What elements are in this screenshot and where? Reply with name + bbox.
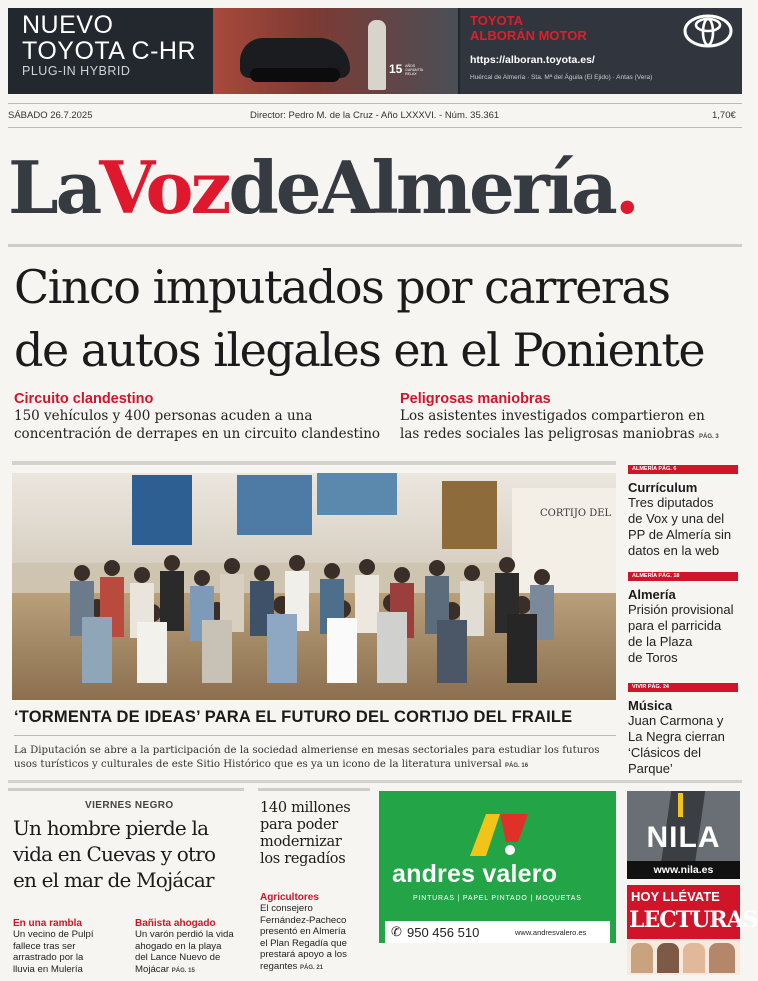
bottom-mid-sub[interactable]: Agricultores El consejero Fernández-Pacheco presentó en Almería el Plan Regadía que prestará apoyo a los regantes PÁG. 21 bbox=[260, 892, 347, 972]
masthead-rule bbox=[8, 244, 742, 247]
issue-price: 1,70€ bbox=[712, 110, 736, 121]
masthead-dot: . bbox=[614, 145, 637, 230]
masthead-de: de bbox=[228, 145, 319, 230]
toyota-logo-icon bbox=[683, 14, 733, 48]
lead-left-block[interactable] bbox=[14, 391, 384, 443]
bottom-mid-headline[interactable]: 140 millones para poder modernizar los regadíos bbox=[260, 800, 351, 867]
andres-valero-footer bbox=[385, 921, 610, 943]
masthead[interactable] bbox=[8, 140, 742, 236]
masthead-voz: Voz bbox=[99, 145, 229, 230]
car-image bbox=[240, 38, 350, 78]
lead-right-page: PÁG. 3 bbox=[699, 434, 719, 440]
info-rule bbox=[8, 127, 742, 128]
photo-banner: CORTIJO DEL bbox=[512, 488, 616, 598]
phone-icon: ✆ bbox=[391, 924, 402, 939]
lecturas-line1: HOY LLÉVATE bbox=[631, 889, 720, 904]
bottom-left-sub2[interactable]: Bañista ahogado Un varón perdió la vida ahogado en la playa del Lance Nuevo de Mojácar PÁG. 15 bbox=[135, 918, 234, 975]
lecturas-face-1 bbox=[631, 943, 653, 973]
nila-web[interactable]: www.nila.es bbox=[627, 861, 740, 879]
sidebar-head: Almería bbox=[628, 587, 676, 602]
ad-line2: TOYOTA C-HR bbox=[22, 37, 197, 65]
sidebar-item-musica[interactable]: VIVIR PÁG. 24 Música Juan Carmona y La Negra cierran ‘Clásicos del Parque’ bbox=[628, 683, 740, 777]
andres-valero-services: PINTURAS | PAPEL PINTADO | MOQUETAS bbox=[413, 895, 582, 902]
lecturas-face-3 bbox=[683, 943, 705, 973]
bottom-left-headline[interactable]: Un hombre pierde la vida en Cuevas y otro en el mar de Mojácar bbox=[13, 816, 216, 892]
lead-left-text-2: concentración de derrapes en un circuito clandestino bbox=[14, 426, 381, 442]
ad-line1: NUEVO bbox=[22, 11, 114, 39]
lecturas-line2: LECTURAS bbox=[629, 907, 758, 933]
photo-story-rule bbox=[14, 735, 616, 736]
andres-valero-phone[interactable]: 950 456 510 bbox=[407, 925, 480, 940]
group-photo[interactable] bbox=[12, 473, 616, 700]
dealer-locations: Huércal de Almería · Sta. Mª del Águila (El Ejido) · Antas (Vera) bbox=[470, 74, 653, 81]
photo-poster-2 bbox=[237, 475, 312, 535]
ad-subline: PLUG-IN HYBRID bbox=[22, 64, 131, 78]
nila-road-line bbox=[678, 793, 683, 817]
top-rule bbox=[8, 103, 742, 104]
masthead-la: La bbox=[8, 145, 100, 230]
lead-right-text-1: Los asistentes investigados compartieron en bbox=[400, 408, 705, 424]
sidebar-item-curriculum[interactable]: ALMERÍA PÁG. 6 Currículum Tres diputados de Vox y una del PP de Almería sin datos en la web bbox=[628, 465, 740, 559]
masthead-almeria: Almería bbox=[318, 145, 615, 230]
andres-valero-logo-icon bbox=[466, 812, 532, 858]
sidebar-head: Música bbox=[628, 698, 673, 713]
warranty-badge: 15 AÑOS GARANTÍA RELAX bbox=[389, 62, 424, 77]
photo-top-rule bbox=[12, 461, 616, 465]
issue-director: Director: Pedro M. de la Cruz - Año LXXXVI. - Núm. 35.361 bbox=[250, 110, 500, 121]
lead-right-kicker: Peligrosas maniobras bbox=[400, 391, 551, 407]
ad-headline bbox=[22, 12, 196, 64]
lead-right-text-2: las redes sociales las peligrosas maniobras bbox=[400, 426, 695, 442]
bottom-left-kicker: VIERNES NEGRO bbox=[85, 800, 174, 811]
bottom-left-sub1[interactable]: En una rambla Un vecino de Pulpí fallece tras ser arrastrado por la lluvia en Mulería bbox=[13, 918, 94, 975]
lead-left-kicker: Circuito clandestino bbox=[14, 391, 154, 407]
nila-ad[interactable] bbox=[627, 791, 740, 879]
sidebar-tag: ALMERÍA PÁG. 18 bbox=[628, 572, 738, 581]
lecturas-face-4 bbox=[709, 943, 735, 973]
lead-headline[interactable]: Cinco imputados por carreras de autos ilegales en el Poniente bbox=[14, 260, 705, 377]
andres-valero-name: andres valero bbox=[392, 860, 558, 888]
person-image bbox=[368, 20, 386, 90]
nila-name: NILA bbox=[646, 821, 721, 854]
dealer-url[interactable]: https://alboran.toyota.es/ bbox=[470, 54, 595, 66]
sidebar-tag: ALMERÍA PÁG. 6 bbox=[628, 465, 738, 474]
photo-story-title[interactable]: ‘TORMENTA DE IDEAS’ PARA EL FUTURO DEL CORTIJO DEL FRAILE bbox=[14, 708, 573, 726]
lead-left-text-1: 150 vehículos y 400 personas acuden a una bbox=[14, 408, 313, 424]
issue-date: SÁBADO 26.7.2025 bbox=[8, 110, 93, 121]
lecturas-face-2 bbox=[657, 943, 679, 973]
sidebar-head: Currículum bbox=[628, 480, 698, 495]
bottom-rule bbox=[8, 780, 742, 783]
lead-right-block[interactable] bbox=[400, 391, 745, 446]
andres-valero-web[interactable]: www.andresvalero.es bbox=[515, 928, 587, 937]
photo-story-text: La Diputación se abre a la participación de la sociedad almeriense en mesas sectoriales para estudiar los futuros usos turísticos y culturales de este Sitio Histórico que es ya un icono de la literatura universal PÁG. 16 bbox=[14, 745, 600, 770]
bottom-mid-rule bbox=[258, 788, 370, 791]
sidebar-item-almeria[interactable]: ALMERÍA PÁG. 18 Almería Prisión provisional para el parricida de la Plaza de Toros bbox=[628, 572, 740, 666]
dealer-brand: TOYOTA ALBORÁN MOTOR bbox=[470, 13, 587, 43]
lecturas-ad[interactable] bbox=[627, 885, 758, 975]
crowd-illustration bbox=[42, 533, 592, 683]
bottom-left-rule bbox=[8, 788, 244, 791]
photo-poster-3 bbox=[317, 473, 397, 515]
sidebar-tag: VIVIR PÁG. 24 bbox=[628, 683, 738, 692]
